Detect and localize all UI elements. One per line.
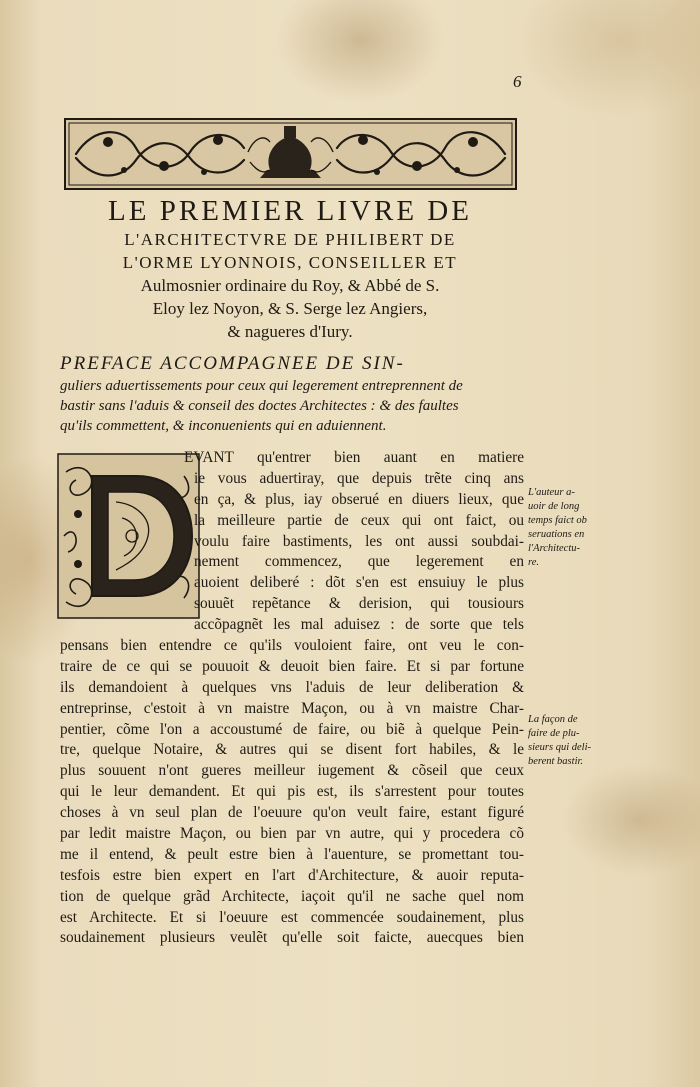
body-line: voulu faire bastiments, les ont aussi soubdai- [194, 532, 524, 550]
body-line: choses à vn seul plan de l'oeuure qu'on veult faire, estant figuré [60, 804, 524, 822]
title-line: L'ORME LYONNOIS, CONSEILLER ET [122, 253, 458, 272]
body-line: soudainement plusieurs veulẽt qu'elle soit faicte, auecques bien [60, 929, 524, 947]
title-line: LE PREMIER LIVRE DE [108, 195, 472, 227]
preface-line: PREFACE ACCOMPAGNEE DE SIN- [60, 353, 405, 374]
body-line: nement commencez, que legerement en [194, 553, 524, 571]
body-line: auoient deliberé : dõt s'en est ensuiuy le plus [194, 574, 524, 592]
margin-note-line: re. [528, 557, 539, 568]
margin-note-line: seruations en [528, 529, 585, 540]
margin-note-line: sieurs qui deli- [528, 742, 591, 753]
margin-note-line: La façon de [528, 714, 578, 725]
body-line: par ledit maistre Maçon, ou bien par vn autre, qui y procedera cõ [60, 825, 524, 843]
margin-note-line: L'auteur a- [528, 487, 575, 498]
body-line: qui le leur demandent. Et qui pis est, ils s'arrestent pour toutes [60, 783, 524, 801]
body-line: la meilleure partie de ceux qui ont faict, ou [194, 511, 524, 529]
margin-note-line: l'Architectu- [528, 543, 581, 554]
title-line: L'ARCHITECTVRE DE PHILIBERT DE [124, 230, 456, 249]
body-text [60, 448, 524, 949]
title-line: Aulmosnier ordinaire du Roy, & Abbé de S. [140, 276, 440, 295]
body-line: tion de quelque grãd Architecte, iaçoit qu'il ne sache quel nom [60, 887, 524, 905]
body-line: ils demandoient à quelques vns l'aduis de leur deliberation & [60, 678, 524, 696]
body-line: pentier, cõme l'on a accoustumé de faire, ou biẽ à quelque Pein- [60, 720, 524, 738]
body-line: tesfois estre bien expert en l'art d'Architecture, & auoir reputa- [60, 866, 524, 884]
margin-note-line: uoir de long [528, 501, 580, 512]
body-line: tre, quelque Notaire, & autres qui se disent fort habiles, & le [60, 741, 524, 759]
title-line: Eloy lez Noyon, & S. Serge lez Angiers, [152, 299, 428, 318]
ornamental-headpiece [64, 118, 517, 190]
body-line: pensans bien entendre ce qu'ils vouloient faire, ont veu le con- [60, 637, 524, 655]
margin-note-line: faire de plu- [528, 728, 580, 739]
body-line: en ça, & plus, iay obserué en diuers lieux, que [194, 490, 524, 508]
preface-line: qu'ils commettent, & inconuenients qui en aduiennent. [60, 418, 387, 434]
body-line: ie vous aduertiray, que depuis trẽte cinq ans [194, 469, 524, 487]
margin-note [528, 486, 587, 570]
margin-note-line: temps faict ob [528, 515, 587, 526]
body-line: accõpagnẽt les mal aduisez : de sorte que tels [194, 616, 524, 634]
preface-line: guliers aduertissements pour ceux qui legerement entreprennent de [60, 378, 463, 394]
body-line: EVANT qu'entrer bien auant en matiere [184, 449, 524, 466]
body-line: plus souuent n'ont gueres meilleur iugement & cõseil que ceux [60, 762, 524, 780]
book-title [40, 194, 540, 343]
body-line: me il entend, & peult estre bien à l'auenture, se promettant tou- [60, 845, 524, 863]
preface-heading [60, 352, 530, 436]
preface-line: bastir sans l'aduis & conseil des doctes Architectes : & des faultes [60, 398, 459, 414]
page-number: 6 [513, 72, 522, 91]
body-line: est Architecte. Et si l'oeuure est commencée soudainement, plus [60, 908, 524, 926]
margin-note [528, 713, 591, 769]
margin-note-line: berent bastir. [528, 756, 584, 767]
body-line: souuẽt repẽtance & derision, qui tousiours [194, 595, 524, 613]
body-line: traire de ce qui se pouuoit & deuoit bien faire. Et si par fortune [60, 657, 524, 675]
body-line: entreprinse, c'estoit à vn maistre Maçon, ou à vn maistre Char- [60, 699, 524, 717]
title-line: & nagueres d'Iury. [227, 322, 353, 341]
